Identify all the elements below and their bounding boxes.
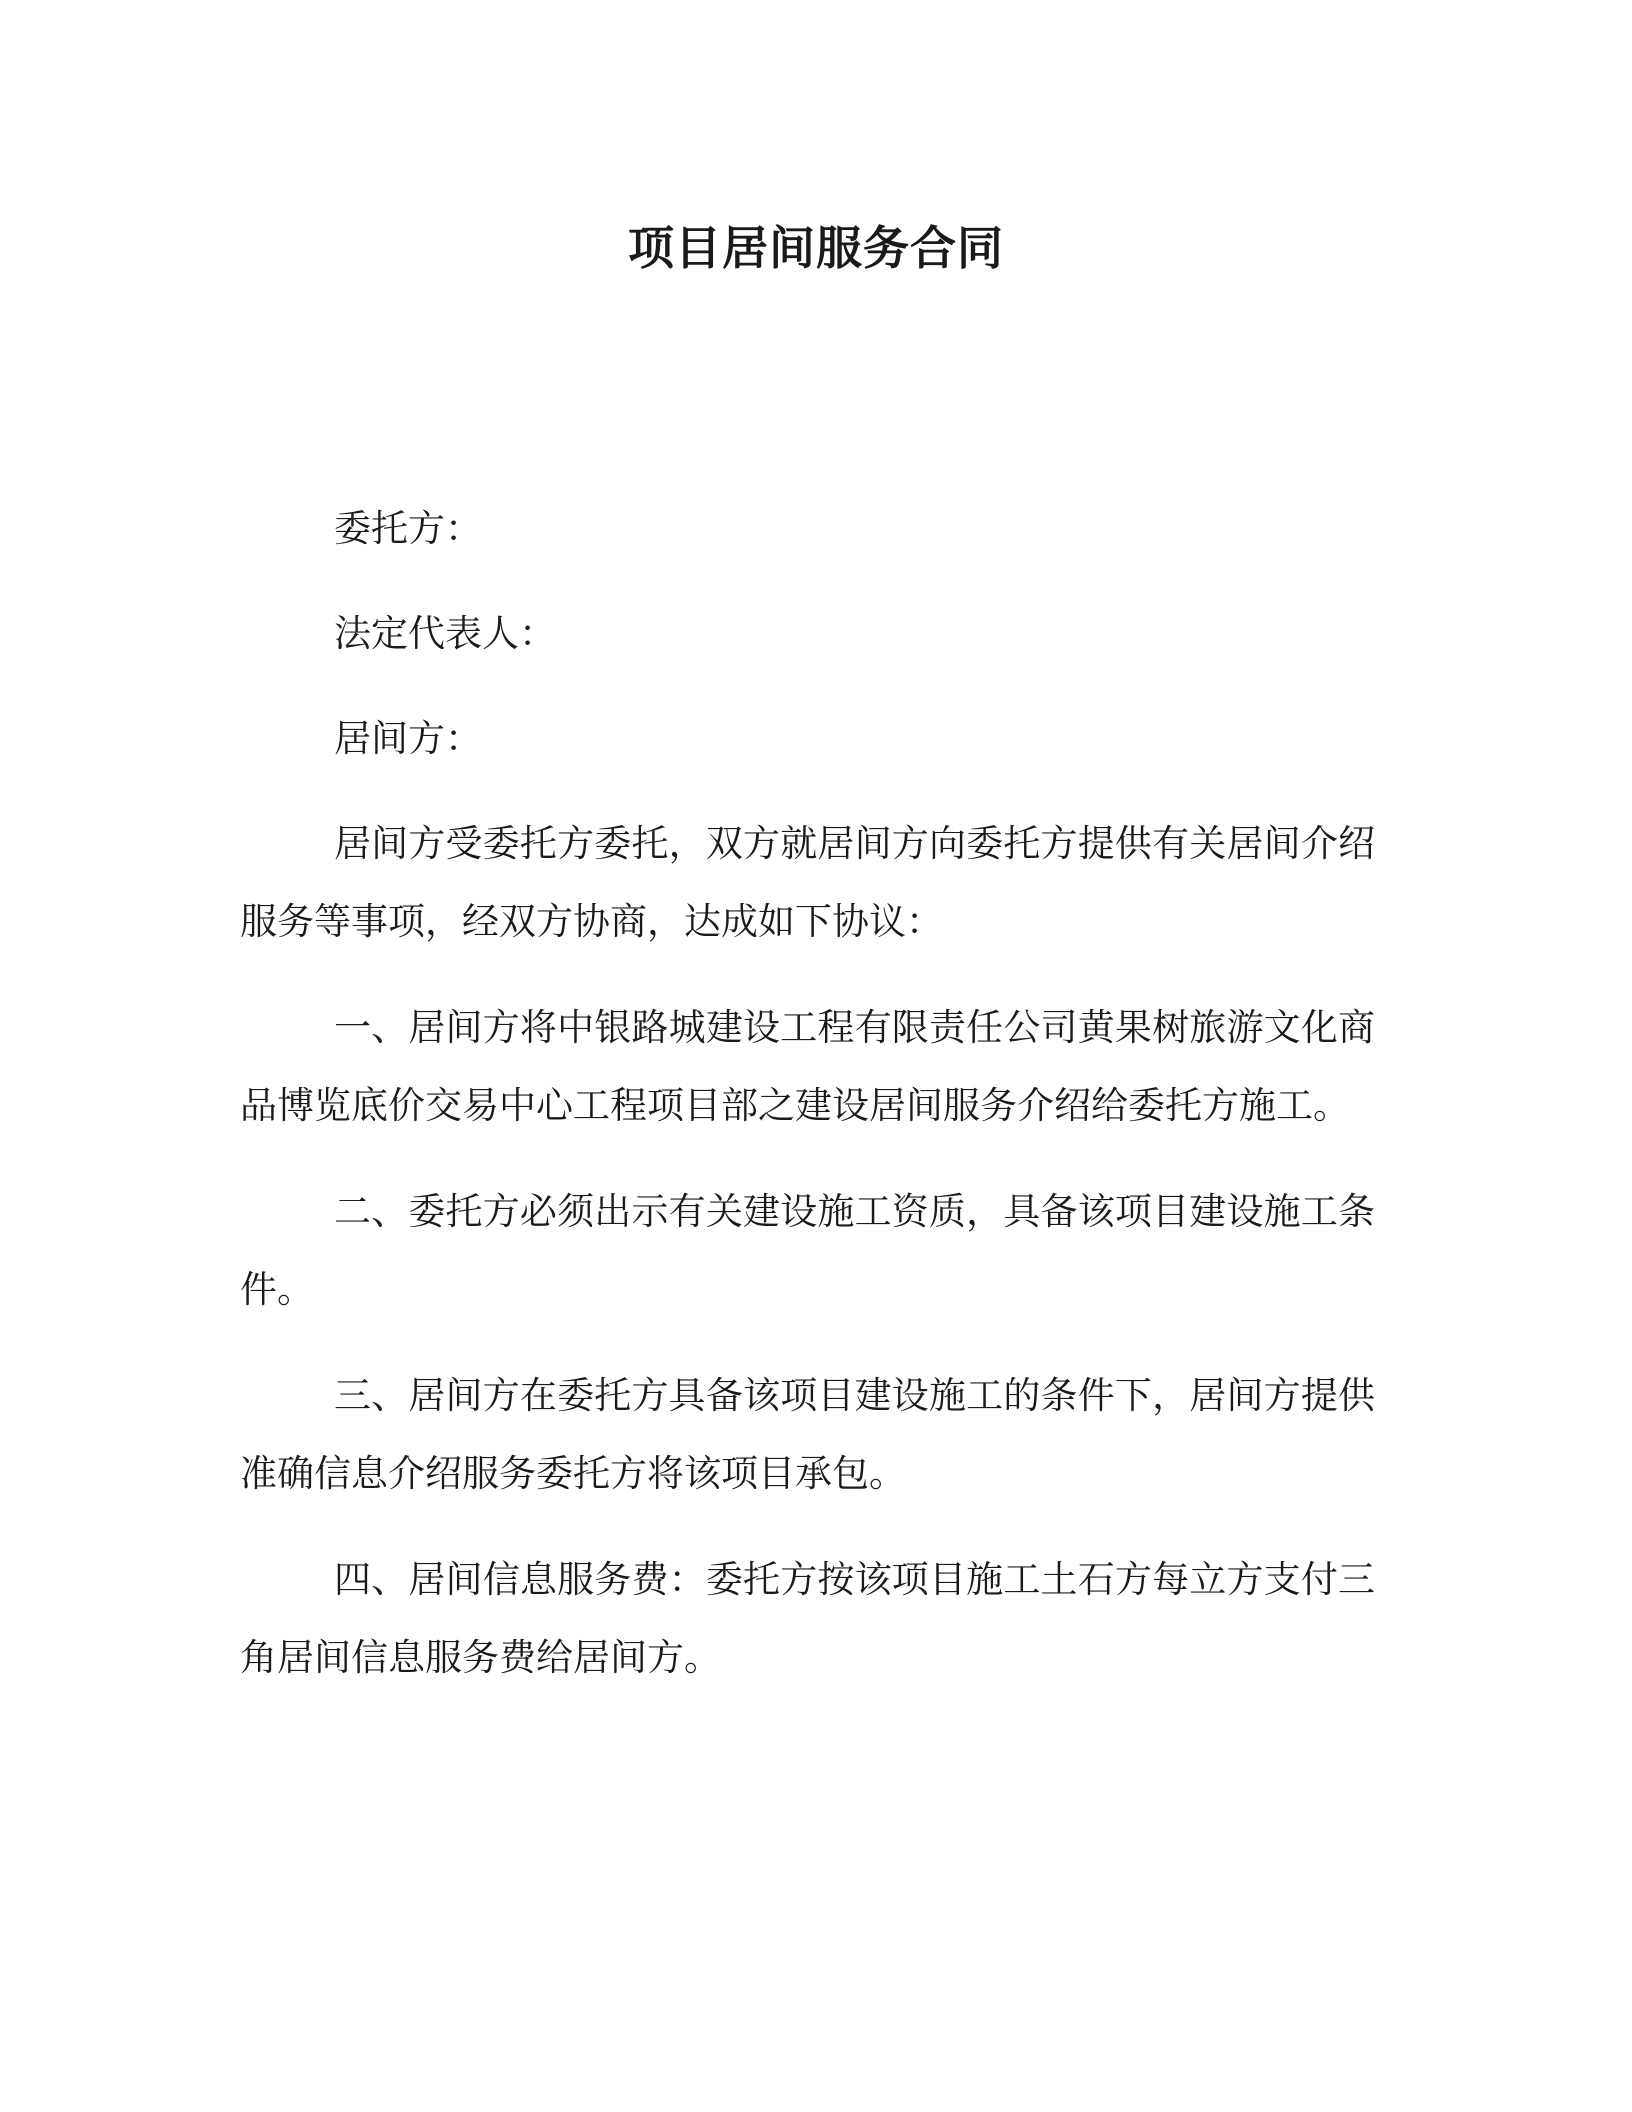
clause-4-paragraph: 四、居间信息服务费：委托方按该项目施工土石方每立方支付三角居间信息服务费给居间方。	[240, 1558, 1375, 1679]
legal-representative-field-label: 法定代表人：	[334, 612, 556, 655]
intro-paragraph: 居间方受委托方委托，双方就居间方向委托方提供有关居间介绍服务等事项，经双方协商，达成如下协议：	[240, 822, 1375, 943]
document-body	[240, 490, 1375, 1725]
client-field-label: 委托方：	[334, 507, 482, 550]
clause-2-paragraph: 二、委托方必须出示有关建设施工资质，具备该项目建设施工条件。	[240, 1190, 1375, 1311]
clause-1-paragraph: 一、居间方将中银路城建设工程有限责任公司黄果树旅游文化商品博览底价交易中心工程项目部之建设居间服务介绍给委托方施工。	[240, 1006, 1375, 1127]
document-title: 项目居间服务合同	[628, 221, 1004, 275]
intermediary-field-label: 居间方：	[334, 717, 482, 760]
clause-3-paragraph: 三、居间方在委托方具备该项目建设施工的条件下，居间方提供准确信息介绍服务委托方将该项目承包。	[240, 1374, 1375, 1495]
